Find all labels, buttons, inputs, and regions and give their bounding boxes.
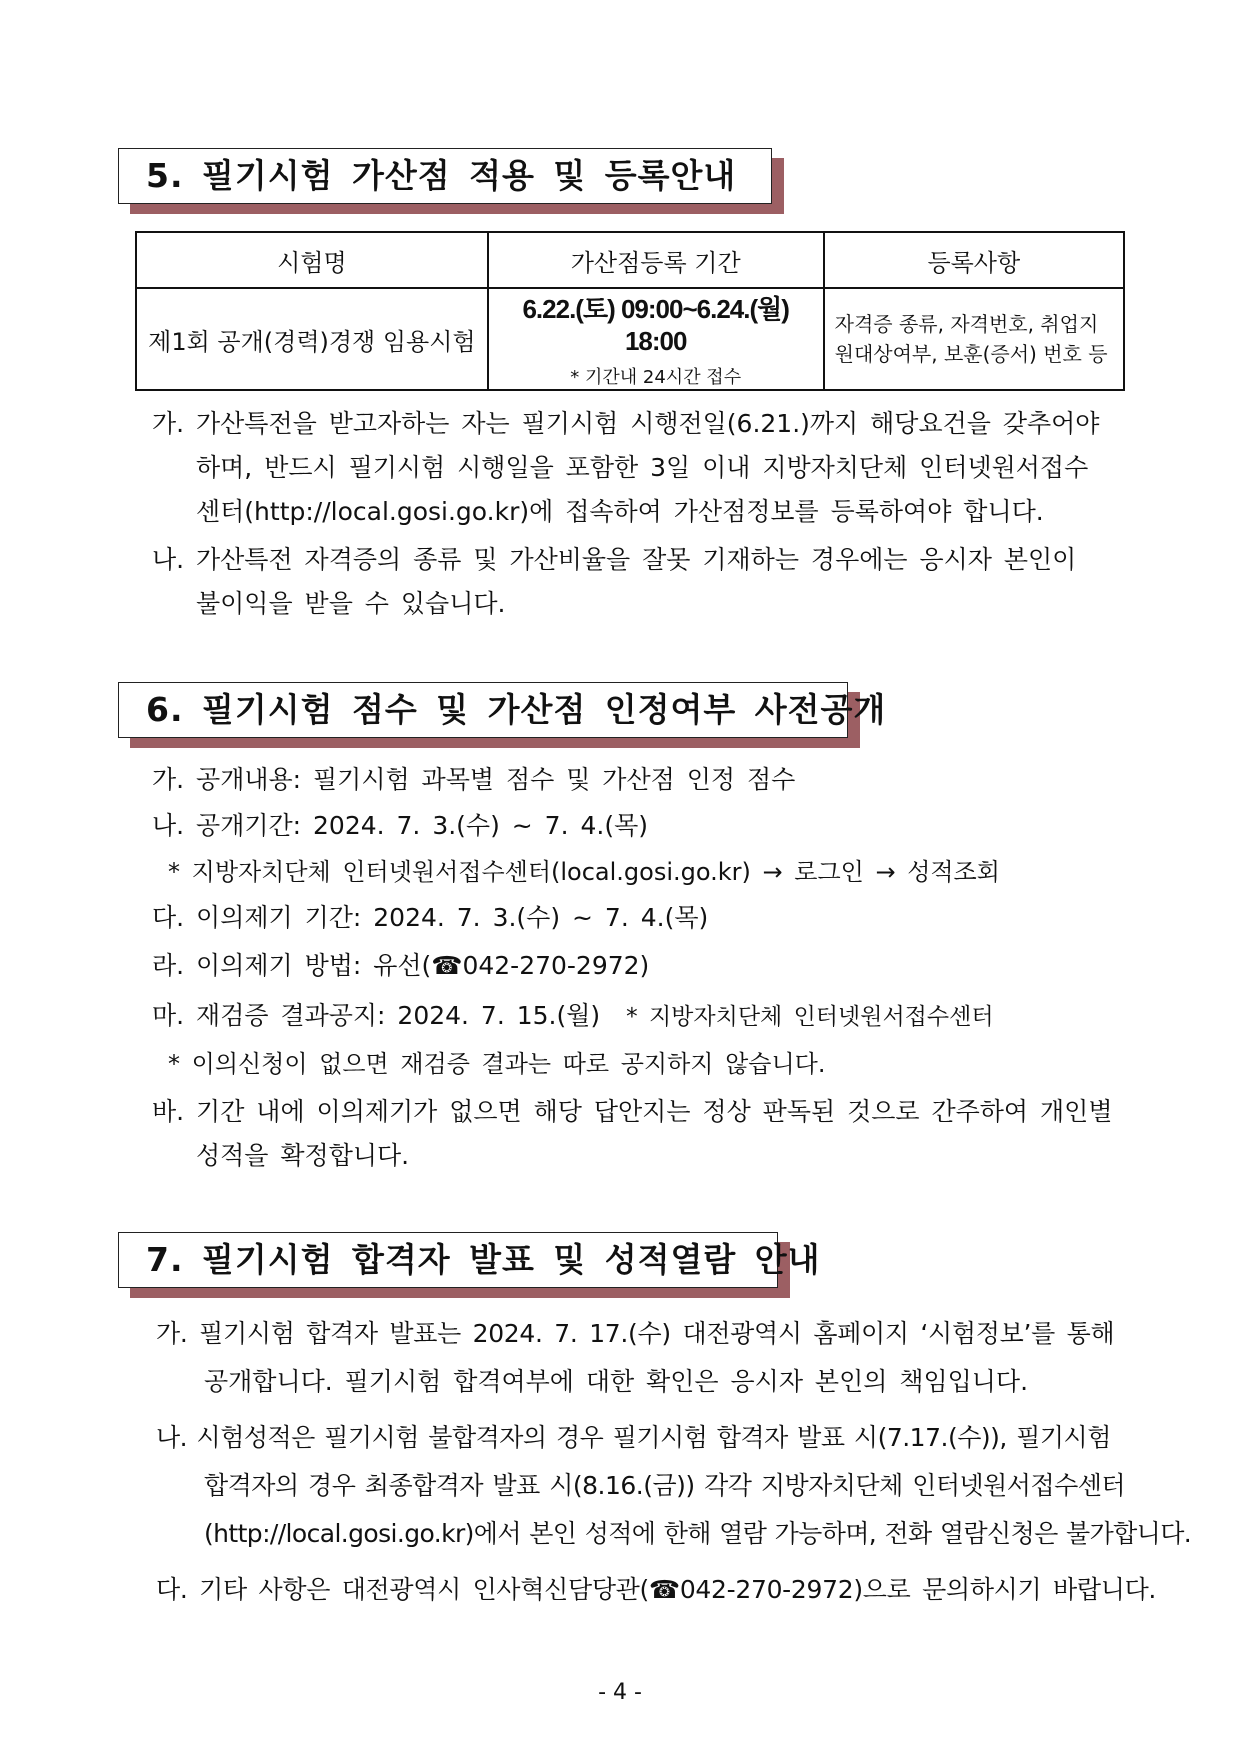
s5-item-ga-text-1: 가산특전을 받고자하는 자는 필기시험 시행전일(6.21.)까지 해당요건을 갖추어야 bbox=[196, 409, 1100, 438]
s5-item-na-text-1: 가산특전 자격증의 종류 및 가산비율을 잘못 기재하는 경우에는 응시자 본인이 bbox=[196, 545, 1077, 574]
s6-note-ma: * 이의신청이 없으면 재검증 결과는 따로 공지하지 않습니다. bbox=[168, 1050, 826, 1078]
s5-item-ga-line-1 bbox=[152, 404, 1099, 440]
s6-item-ra: 라. 이의제기 방법: 유선(☎042-270-2972) bbox=[152, 951, 650, 980]
s6-note-na: * 지방자치단체 인터넷원서접수센터(local.gosi.go.kr) → 로그인 → 성적조회 bbox=[168, 858, 1000, 886]
s7-item-da: 다. 기타 사항은 대전광역시 인사혁신담당관(☎042-270-2972)으로 문의하시기 바랍니다. bbox=[156, 1575, 1157, 1604]
header-items: 등록사항 bbox=[824, 232, 1124, 288]
s6-item-ba-line-1: 바. 기간 내에 이의제기가 없으면 해당 답안지는 정상 판독된 것으로 간주하여 개인별 bbox=[152, 1097, 1113, 1126]
period-note: * 기간내 24시간 접수 bbox=[570, 367, 742, 388]
s7-item-ga-line-2: 공개합니다. 필기시험 합격여부에 대한 확인은 응시자 본인의 책임입니다. bbox=[204, 1367, 1029, 1396]
section-6-title: 6. 필기시험 점수 및 가산점 인정여부 사전공개 bbox=[118, 682, 848, 738]
s7-item-na-line-3: (http://local.gosi.go.kr)에서 본인 성적에 한해 열람 가능하며, 전화 열람신청은 불가합니다. bbox=[204, 1519, 1192, 1548]
s6-item-ma-note: * 지방자치단체 인터넷원서접수센터 bbox=[626, 1004, 994, 1030]
s6-item-da: 다. 이의제기 기간: 2024. 7. 3.(수) ~ 7. 4.(목) bbox=[152, 903, 709, 932]
section-7-title: 7. 필기시험 합격자 발표 및 성적열람 안내 bbox=[118, 1232, 778, 1288]
section-5-header bbox=[118, 148, 772, 204]
header-exam-name: 시험명 bbox=[136, 232, 488, 288]
bonus-registration-table bbox=[135, 231, 1125, 391]
s6-item-ba-line-2: 성적을 확정합니다. bbox=[196, 1141, 410, 1170]
section-5-title: 5. 필기시험 가산점 적용 및 등록안내 bbox=[118, 148, 772, 204]
s6-item-ma-text: 마. 재검증 결과공지: 2024. 7. 15.(월) bbox=[152, 1001, 601, 1030]
s6-item-ga: 가. 공개내용: 필기시험 과목별 점수 및 가산점 인정 점수 bbox=[152, 765, 796, 794]
page-number: - 4 - bbox=[598, 1680, 642, 1705]
s7-item-na-line-1: 나. 시험성적은 필기시험 불합격자의 경우 필기시험 합격자 발표 시(7.17.(수)), 필기시험 bbox=[156, 1423, 1111, 1452]
s5-item-ga-mark: 가. bbox=[152, 409, 185, 438]
section-6-header bbox=[118, 682, 887, 738]
items-line-2: 원대상여부, 보훈(증서) 번호 등 bbox=[834, 342, 1108, 366]
s5-item-ga-line-2: 하며, 반드시 필기시험 시행일을 포함한 3일 이내 지방자치단체 인터넷원서접수 bbox=[196, 453, 1089, 482]
s6-item-na: 나. 공개기간: 2024. 7. 3.(수) ~ 7. 4.(목) bbox=[152, 811, 648, 840]
s5-item-na-line-2: 불이익을 받을 수 있습니다. bbox=[196, 589, 506, 618]
items-line-1: 자격증 종류, 자격번호, 취업지 bbox=[834, 312, 1099, 336]
cell-exam-name: 제1회 공개(경력)경쟁 임용시험 bbox=[136, 288, 488, 390]
s6-item-ma bbox=[152, 996, 994, 1032]
header-period: 가산점등록 기간 bbox=[488, 232, 824, 288]
section-7-header bbox=[118, 1232, 821, 1288]
s5-item-na-line-1 bbox=[152, 540, 1076, 576]
s5-item-ga-line-3: 센터(http://local.gosi.go.kr)에 접속하여 가산점정보를 등록하여야 합니다. bbox=[196, 497, 1044, 526]
s5-item-na-mark: 나. bbox=[152, 545, 185, 574]
cell-items bbox=[824, 288, 1124, 390]
table-row bbox=[136, 288, 1124, 390]
table-header-row bbox=[136, 232, 1124, 288]
cell-period bbox=[488, 288, 824, 390]
s7-item-ga-line-1: 가. 필기시험 합격자 발표는 2024. 7. 17.(수) 대전광역시 홈페이지 ‘시험정보’를 통해 bbox=[156, 1319, 1115, 1348]
period-dates: 6.22.(토) 09:00~6.24.(월) 18:00 bbox=[522, 294, 789, 356]
s7-item-na-line-2: 합격자의 경우 최종합격자 발표 시(8.16.(금)) 각각 지방자치단체 인터넷원서접수센터 bbox=[204, 1471, 1126, 1500]
